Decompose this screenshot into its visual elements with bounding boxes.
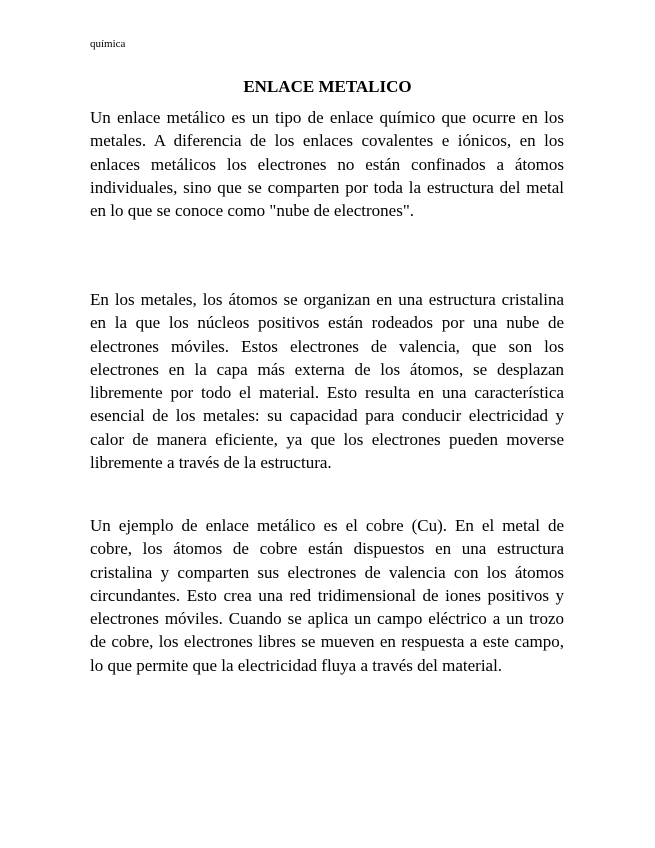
paragraph-structure: En los metales, los átomos se organizan en una estructura cristalina en la que los núcleos positivos están rodeados por una nube de electrones móviles. Estos electrones de valencia, que son los electrones en la capa más externa de los átomos, se desplazan libremente por todo el material. Esto resulta en una característica esencial de los metales: su capacidad para conducir electricidad y calor de manera eficiente, ya que los electrones pueden moverse libremente a través de la estructura. [90,290,564,473]
page-header-label: química [90,38,126,50]
paragraph-copper-example: Un ejemplo de enlace metálico es el cobre (Cu). En el metal de cobre, los átomos de cobre están dispuestos en una estructura cristalina y comparten sus electrones de valencia con los átomos circundantes. Esto crea una red tridimensional de iones positivos y electrones móviles. Cuando se aplica un campo eléctrico a un trozo de cobre, los electrones libres se mueven en respuesta a este campo, lo que permite que la electricidad fluya a través del material. [90,516,564,675]
paragraph-intro: Un enlace metálico es un tipo de enlace químico que ocurre en los metales. A diferencia de los enlaces covalentes e iónicos, en los enlaces metálicos los electrones no están confinados a átomos individuales, sino que se comparten por toda la estructura del metal en lo que se conoce como "nube de electrones". [90,108,564,221]
document-title: ENLACE METALICO [243,77,412,96]
